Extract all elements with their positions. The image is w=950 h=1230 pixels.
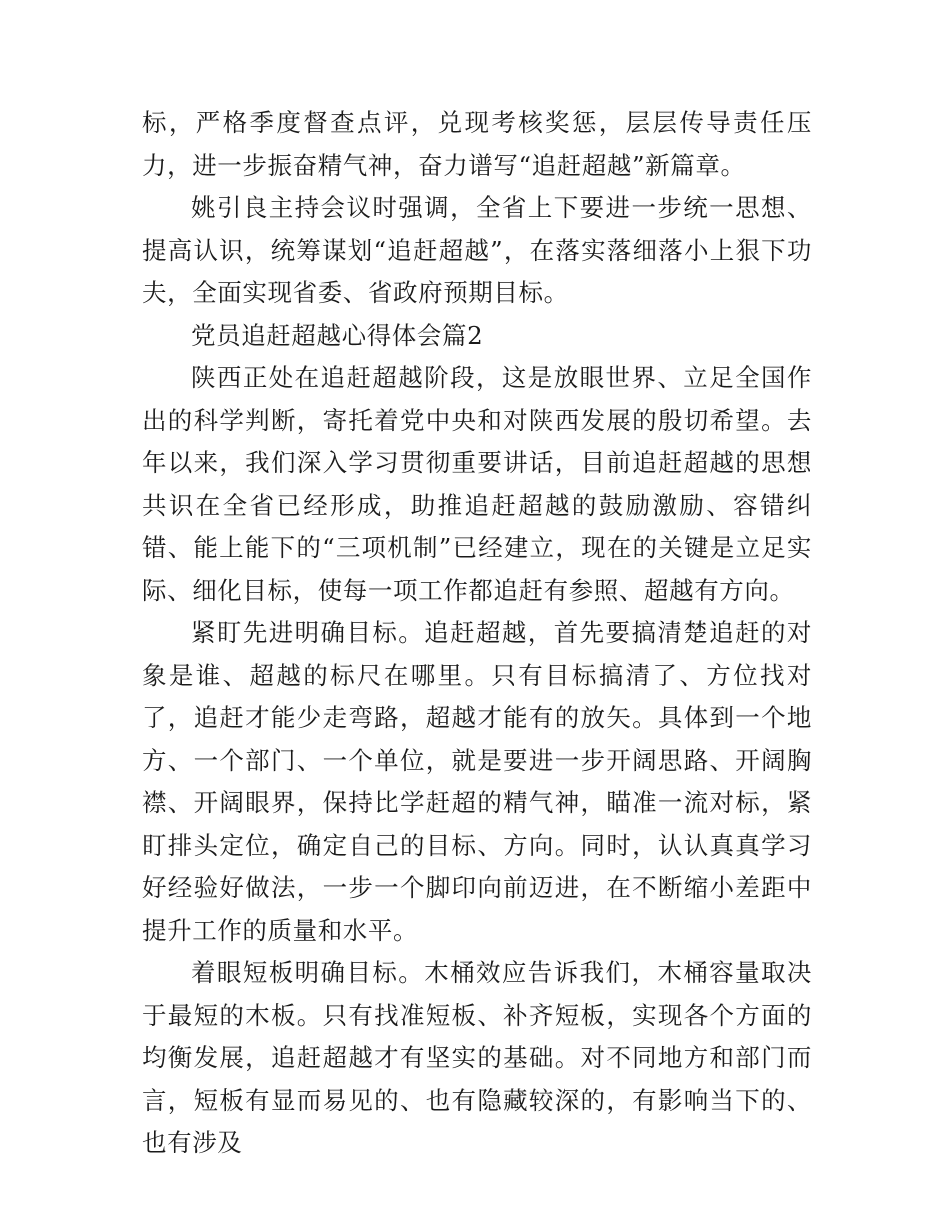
paragraph-continued: 标，严格季度督查点评，兑现考核奖惩，层层传导责任压力，进一步振奋精气神，奋力谱写“追赶超越”新篇章。 <box>142 108 812 180</box>
paragraph-shortboard-targets: 着眼短板明确目标。木桶效应告诉我们，木桶容量取决于最短的木板。只有找准短板、补齐短板，实现各个方面的均衡发展，追赶超越才有坚实的基础。对不同地方和部门而言，短板有显而易见的、也有隐藏较深的，有影响当下的、也有涉及 <box>142 958 812 1157</box>
document-body <box>142 102 812 1165</box>
paragraph-advanced-targets: 紧盯先进明确目标。追赶超越，首先要搞清楚追赶的对象是谁、超越的标尺在哪里。只有目标搞清了、方位找对了，追赶才能少走弯路，超越才能有的放矢。具体到一个地方、一个部门、一个单位，就是要进一步开阔思路、开阔胸襟、开阔眼界，保持比学赶超的精气神，瞄准一流对标，紧盯排头定位，确定自己的目标、方向。同时，认认真真学习好经验好做法，一步一个脚印向前迈进，在不断缩小差距中提升工作的质量和水平。 <box>142 618 812 945</box>
paragraph-meeting-remarks: 姚引良主持会议时强调，全省上下要进一步统一思想、提高认识，统筹谋划“追赶超越”，在落实落细落小上狠下功夫，全面实现省委、省政府预期目标。 <box>142 193 812 307</box>
paragraph-intro: 陕西正处在追赶超越阶段，这是放眼世界、立足全国作出的科学判断，寄托着党中央和对陕西发展的殷切希望。去年以来，我们深入学习贯彻重要讲话，目前追赶超越的思想共识在全省已经形成，助推追赶超越的鼓励激励、容错纠错、能上能下的“三项机制”已经建立，现在的关键是立足实际、细化目标，使每一项工作都追赶有参照、超越有方向。 <box>142 363 812 605</box>
section-heading: 党员追赶超越心得体会篇2 <box>191 320 484 350</box>
